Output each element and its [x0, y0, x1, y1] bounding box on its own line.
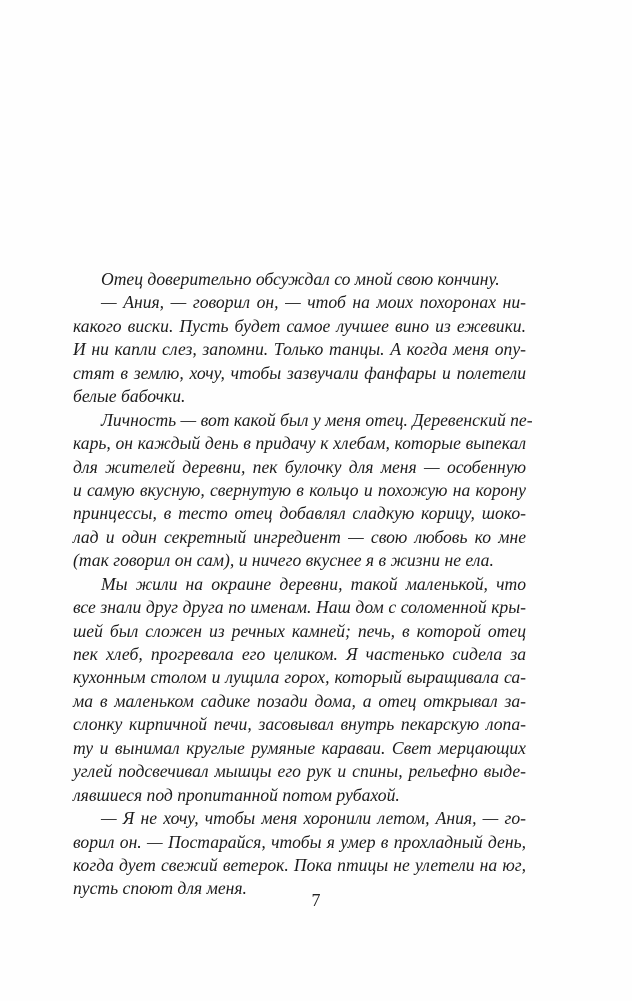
- text-line: слонку кирпичной печи, засовывал внутрь пекарскую лопа-: [73, 714, 526, 735]
- text-line: стят в землю, хочу, чтобы зазвучали фанфары и полетели: [73, 362, 526, 383]
- text-line: Мы жили на окраине деревни, такой маленькой, что: [101, 573, 526, 594]
- text-line: белые бабочки.: [73, 386, 186, 407]
- page-number: 7: [311, 890, 321, 910]
- text-line: когда дует свежий ветерок. Пока птицы не улетели на юг,: [73, 854, 526, 875]
- text-line: кухонным столом и лущила горох, который выращивала са-: [73, 667, 526, 688]
- text-line: пусть споют для меня.: [73, 878, 247, 899]
- body-text: [73, 268, 533, 901]
- text-line: — Ания, — говорил он, — чтоб на моих похоронах ни-: [101, 292, 526, 313]
- text-line: ворил он. — Постарайся, чтобы я умер в прохладный день,: [73, 831, 526, 852]
- text-line: лад и один секретный ингредиент — свою любовь ко мне: [73, 526, 526, 547]
- text-line: (так говорил он сам), и ничего вкуснее я в жизни не ела.: [73, 550, 494, 571]
- text-line: Личность — вот какой был у меня отец. Деревенский пе-: [101, 409, 533, 430]
- text-line: для жителей деревни, пек булочку для меня — особенную: [73, 456, 526, 477]
- text-line: какого виски. Пусть будет самое лучшее вино из ежевики.: [73, 315, 526, 336]
- text-line: принцессы, в тесто отец добавлял сладкую корицу, шоко-: [73, 503, 526, 524]
- text-line: лявшиеся под пропитанной потом рубахой.: [73, 784, 400, 805]
- text-line: ту и вынимал круглые румяные караваи. Свет мерцающих: [73, 737, 526, 758]
- text-line: и самую вкусную, свернутую в кольцо и похожую на корону: [73, 479, 526, 500]
- text-line: углей подсвечивал мышцы его рук и спины, рельефно выде-: [73, 761, 526, 782]
- text-line: ма в маленьком садике позади дома, а отец открывал за-: [73, 690, 526, 711]
- text-line: — Я не хочу, чтобы меня хоронили летом, Ания, — го-: [101, 808, 526, 829]
- text-line: пек хлеб, прогревала его целиком. Я частенько сидела за: [73, 644, 526, 664]
- text-line: все знали друг друга по именам. Наш дом с соломенной кры-: [73, 597, 526, 618]
- text-line: карь, он каждый день в придачу к хлебам, которые выпекал: [73, 433, 526, 454]
- text-line: И ни капли слез, запомни. Только танцы. А когда меня опу-: [73, 339, 526, 360]
- text-line: Отец доверительно обсуждал со мной свою кончину.: [101, 269, 500, 289]
- text-line: шей был сложен из речных камней; печь, в которой отец: [73, 620, 526, 641]
